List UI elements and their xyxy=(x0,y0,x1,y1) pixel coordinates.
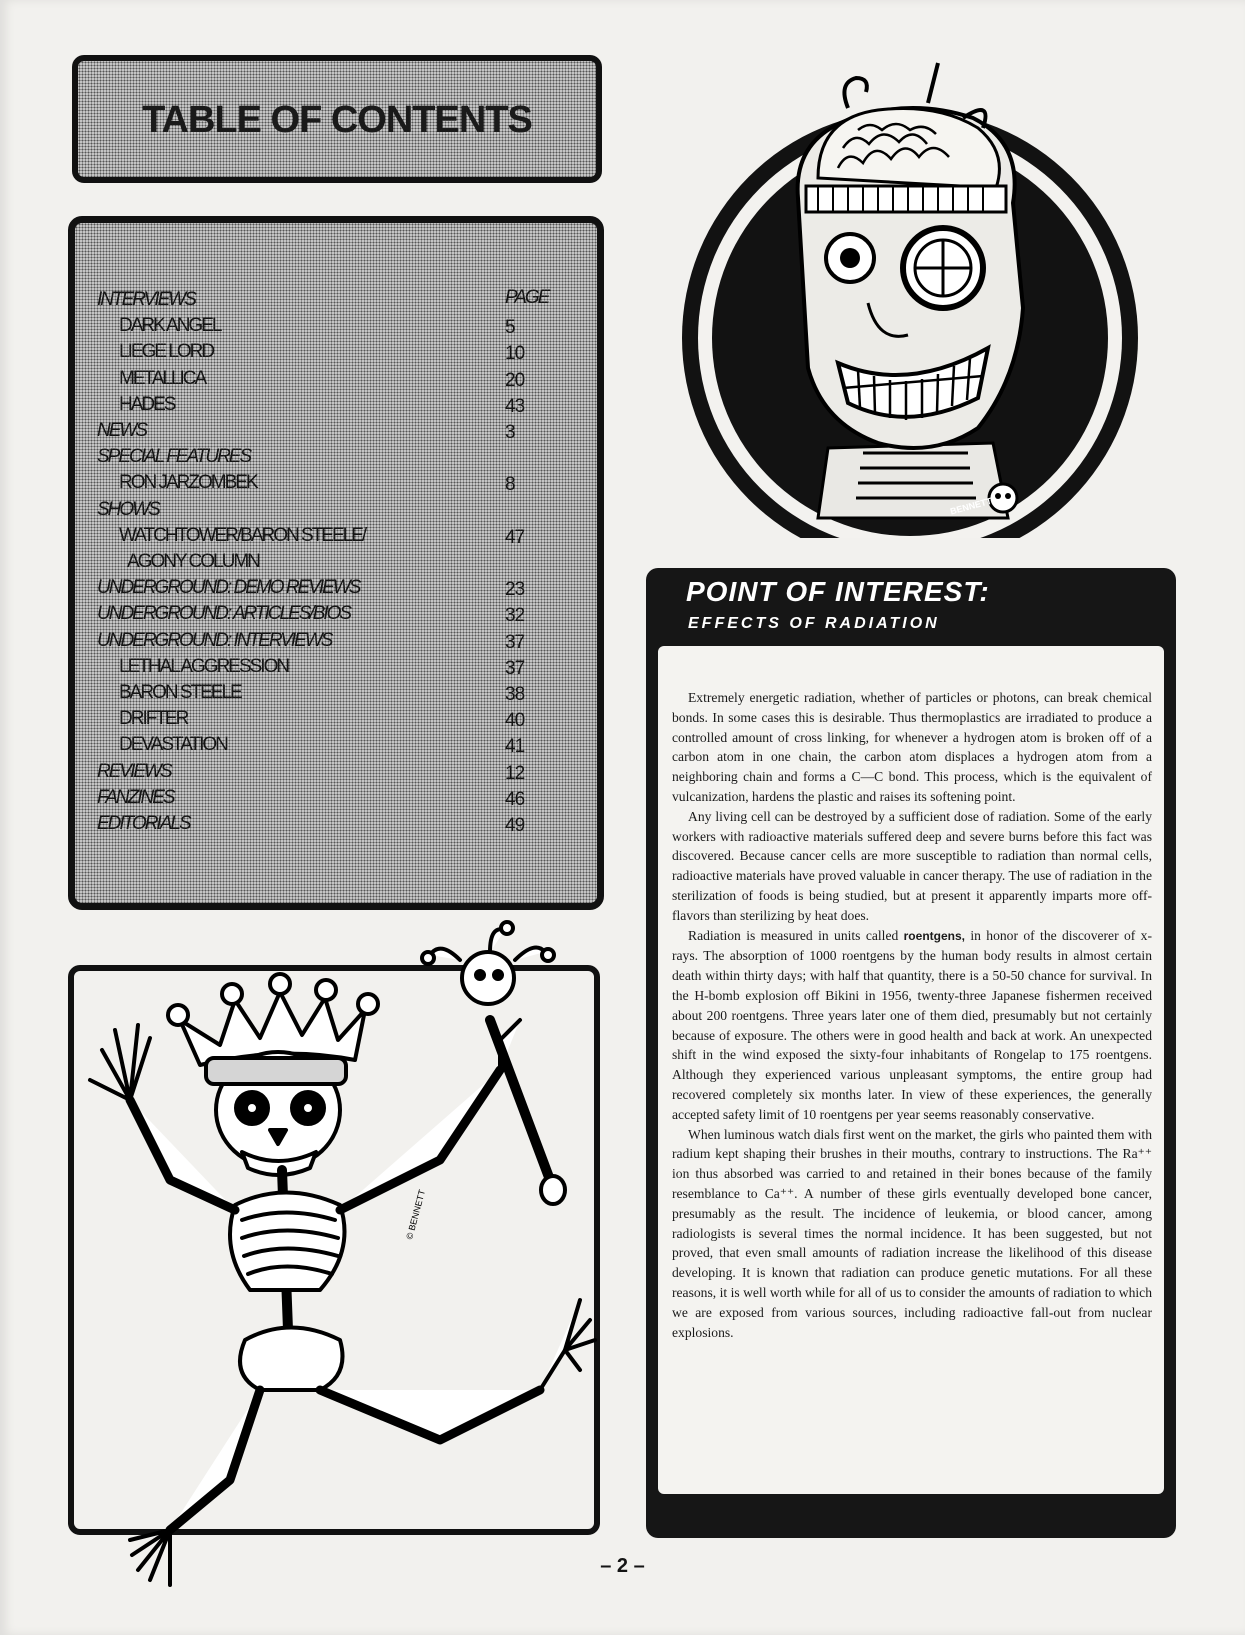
poi-subtitle: EFFECTS OF RADIATION xyxy=(688,615,940,632)
toc-entry-label: UNDERGROUND: ARTICLES/BIOS xyxy=(97,603,351,625)
poi-paragraph: When luminous watch dials first went on the market, the girls who painted them with radium kept shaping their brushes in their mouths, contrary to instructions. The Ra⁺⁺ ion thus absorbed was carried to and retained in their bones because of the family resemblance to Ca⁺⁺. A number of these girls eventually developed bone cancer, presumably as the result. The incidence of leukemia, or blood cancer, among radiologists is several times the normal incidence. It has been suggested, but not proved, that even small amounts of radiation increase the likelihood of this disease developing. It is known that radiation can produce genetic mutations. For all these reasons, it is well worth while for all of us to consider the amounts of radiation to which we are exposed from various sources, including radioactive fall-out from nuclear explosions. xyxy=(672,1126,1152,1340)
poi-paragraph: Any living cell can be destroyed by a sufficient dose of radiation. Some of the early workers with radioactive materials suffered deep and severe burns before this fact was discovered. Because cancer cells are more susceptible to radiation than normal cells, radioactive materials have proved valuable in cancer therapy. The use of radiation in the sterilization of foods is being studied, but at present it apparently imparts more off-flavors than sterilizing by heat does. xyxy=(672,808,1152,923)
toc-title-box xyxy=(72,55,602,183)
toc-entry-label: AGONY COLUMN xyxy=(127,551,259,572)
toc-entry-label: LIEGE LORD xyxy=(119,341,214,363)
dancing-skeleton-king-illustration xyxy=(20,920,620,1600)
toc-entry-label: METALLICA xyxy=(119,367,206,389)
poi-paragraph: Radiation is measured in units called roentgens, in honor of the discoverer of x-rays. The absorption of 1000 roentgens by the human body results in almost certain death within thirty days; with half that quantity, there is a 50-50 chance for survival. In the H-bomb explosion off Bikini in 1956, twenty-three Japanese fishermen received about 200 roentgens. Three years later one of them died, presumably but not certainly because of exposure. The others were in good health and back at work. An unexpected shift in the wind exposed the sixty-four inhabitants of Rongelap to 175 roentgens. Although they experienced various unpleasant symptoms, the entire group had recovered completely six months later. In view of these experiences, the generally accepted safety limit of 10 roentgens per year seems reasonably conservative. xyxy=(672,927,1152,1122)
toc-entry-page xyxy=(505,499,565,525)
toc-entry-page: 40 xyxy=(505,710,525,732)
toc-entry-page: 20 xyxy=(505,369,525,391)
toc-entry-page: 46 xyxy=(505,788,525,810)
toc-entry-label: HADES xyxy=(119,393,175,415)
cyborg-signature: BENNETT xyxy=(949,495,993,517)
toc-entry-label: FANZINES xyxy=(97,786,174,808)
poi-article xyxy=(658,646,1164,1494)
toc-entry-page: 37 xyxy=(505,657,525,679)
toc-entry-label: DRIFTER xyxy=(119,708,188,730)
toc-entry-label: REVIEWS xyxy=(97,760,171,782)
toc-entry-page: 41 xyxy=(505,736,525,758)
toc-entry-label: BARON STEELE xyxy=(119,682,241,703)
toc-entry-label: INTERVIEWS xyxy=(97,289,195,310)
toc-title: TABLE OF CONTENTS xyxy=(142,99,532,141)
poi-title: POINT OF INTEREST: xyxy=(686,576,990,607)
toc-entry-page xyxy=(505,551,565,577)
toc-entry-page: 32 xyxy=(505,605,525,627)
toc-entry-page xyxy=(505,287,565,313)
cyborg-head-illustration xyxy=(678,48,1148,538)
toc-entry-label: EDITORIALS xyxy=(97,813,190,834)
poi-term-roentgens: roentgens, xyxy=(903,928,965,943)
toc-entry-label: NEWS xyxy=(97,420,146,441)
toc-entry-page: 49 xyxy=(505,815,525,836)
page-number: – 2 – xyxy=(600,1555,645,1577)
toc-entry-label: DARK ANGEL xyxy=(119,315,221,337)
toc-page-header: PAGE xyxy=(505,287,549,308)
toc-entry-page xyxy=(505,446,565,472)
toc-entry-label: LETHAL AGGRESSION xyxy=(119,655,289,677)
toc-entry-label: UNDERGROUND: DEMO REVIEWS xyxy=(97,577,360,599)
toc-entry-label: RON JARZOMBEK xyxy=(119,472,257,494)
toc-list-box xyxy=(68,216,604,910)
toc-entry-label: DEVASTATION xyxy=(119,734,227,756)
skeleton-signature: © BENNETT xyxy=(404,1188,428,1241)
toc-entry-label: WATCHTOWER/BARON STEELE/ xyxy=(119,524,366,546)
toc-entry-page: 8 xyxy=(505,474,515,496)
toc-entry-page: 43 xyxy=(505,395,525,417)
toc-entry-label: UNDERGROUND: INTERVIEWS xyxy=(97,629,332,651)
toc-entry-label: SHOWS xyxy=(97,498,159,520)
toc-entry-page: 23 xyxy=(505,579,525,601)
toc-entry-page: 10 xyxy=(505,343,525,365)
poi-article-text xyxy=(672,688,1152,1342)
toc-entry-page: 12 xyxy=(505,762,525,784)
point-of-interest-panel xyxy=(646,568,1176,1538)
toc-entry-page: 5 xyxy=(505,317,515,339)
toc-entry-page: 38 xyxy=(505,684,525,705)
poi-paragraph: Extremely energetic radiation, whether of particles or photons, can break chemical bonds. In some cases this is desirable. Thus thermoplastics are irradiated to produce a controlled amount of cross linking, for whenever a hydrogen atom is broken off of a carbon atom in one chain, the carbon atom displaces a hydrogen atom from a neighboring chain and forms a C—C bond. This process, which is the equivalent of vulcanization, hardens the plastic and raises its softening point. xyxy=(672,690,1152,804)
toc-entry-label: SPECIAL FEATURES xyxy=(97,446,251,468)
toc-entry-page: 47 xyxy=(505,526,525,548)
toc-entry-page: 3 xyxy=(505,422,515,443)
toc-entry-page: 37 xyxy=(505,631,525,653)
